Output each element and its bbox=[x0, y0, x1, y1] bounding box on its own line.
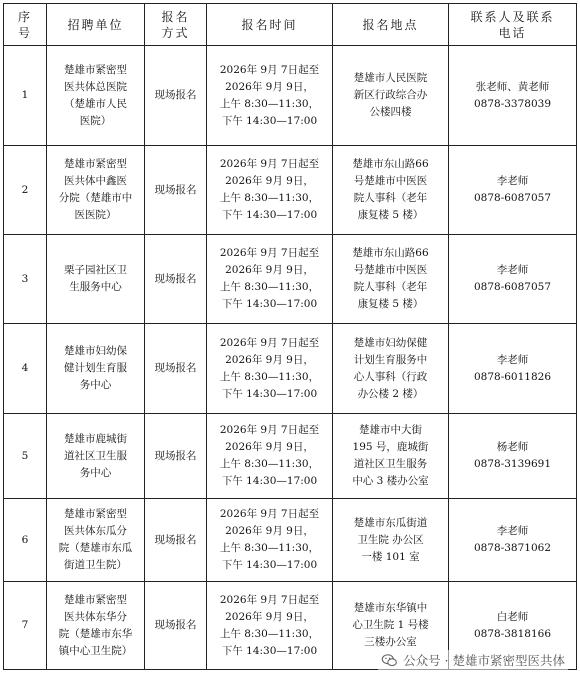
row-no: 4 bbox=[4, 324, 47, 414]
row-no: 3 bbox=[4, 235, 47, 324]
row-contact: 张老师、黄老师 0878-3378039 bbox=[449, 46, 577, 146]
row-no: 7 bbox=[4, 582, 47, 670]
row-place: 楚雄市人民医院 新区行政综合办 公楼四楼 bbox=[333, 46, 449, 146]
row-place: 楚雄市东山路66 号楚雄市中医医 院人事科（老年 康复楼 5 楼） bbox=[333, 235, 449, 324]
header-unit: 招聘单位 bbox=[47, 4, 145, 46]
row-contact: 白老师 0878-3818166 bbox=[449, 582, 577, 670]
header-contact: 联系人及联系 电话 bbox=[449, 4, 577, 46]
row-contact: 李老师 0878-6011826 bbox=[449, 324, 577, 414]
row-method: 现场报名 bbox=[145, 235, 207, 324]
row-place: 楚雄市中大街 195 号，鹿城街 道社区卫生服务 中心 3 楼办公室 bbox=[333, 414, 449, 499]
header-place: 报名地点 bbox=[333, 4, 449, 46]
row-method: 现场报名 bbox=[145, 499, 207, 582]
wechat-icon bbox=[381, 652, 398, 669]
row-unit: 楚雄市紧密型 医共体中鑫医 分院（楚雄市中 医医院） bbox=[47, 146, 145, 235]
row-method: 现场报名 bbox=[145, 414, 207, 499]
row-contact: 杨老师 0878-3139691 bbox=[449, 414, 577, 499]
row-method: 现场报名 bbox=[145, 46, 207, 146]
row-place: 楚雄市妇幼保健 计划生育服务中 心人事科（行政 办公楼 2 楼） bbox=[333, 324, 449, 414]
row-place: 楚雄市东华镇中 心卫生院 1 号楼 三楼办公室 bbox=[333, 582, 449, 670]
row-method: 现场报名 bbox=[145, 324, 207, 414]
row-time: 2026年 9月 7日起至 2026年 9月 9日， 上午 8:30—11:30， 下午 14:30—17:00 bbox=[207, 146, 333, 235]
row-unit: 楚雄市紧密型 医共体总医院 （楚雄市人民 医院） bbox=[47, 46, 145, 146]
row-place: 楚雄市东山路66 号楚雄市中医医 院人事科（老年 康复楼 5 楼） bbox=[333, 146, 449, 235]
watermark-text: 公众号 · 楚雄市紧密型医共体 bbox=[403, 653, 565, 668]
row-time: 2026年 9月 7日起至 2026年 9月 9日， 上午 8:30—11:30， 下午 14:30—17:00 bbox=[207, 499, 333, 582]
table-row bbox=[4, 324, 577, 414]
header-time: 报名时间 bbox=[207, 4, 333, 46]
row-time: 2026年 9月 7日起至 2026年 9月 9日， 上午 8:30—11:30， 下午 14:30—17:00 bbox=[207, 46, 333, 146]
row-unit: 楚雄市妇幼保 健计划生育服 务中心 bbox=[47, 324, 145, 414]
row-time: 2026年 9月 7日起至 2026年 9月 9日， 上午 8:30—11:30， 下午 14:30—17:00 bbox=[207, 582, 333, 670]
header-row bbox=[4, 4, 577, 46]
row-contact: 李老师 0878-6087057 bbox=[449, 146, 577, 235]
table-row bbox=[4, 235, 577, 324]
row-unit: 楚雄市紧密型 医共体东华分 院（楚雄市东华 镇中心卫生院） bbox=[47, 582, 145, 670]
registration-table bbox=[3, 3, 577, 670]
row-time: 2026年 9月 7日起至 2026年 9月 9日， 上午 8:30—11:30， 下午 14:30—17:00 bbox=[207, 324, 333, 414]
row-unit: 栗子园社区卫 生服务中心 bbox=[47, 235, 145, 324]
row-contact: 李老师 0878-3871062 bbox=[449, 499, 577, 582]
row-unit: 楚雄市紧密型 医共体东瓜分 院（楚雄市东瓜 街道卫生院） bbox=[47, 499, 145, 582]
row-method: 现场报名 bbox=[145, 582, 207, 670]
table-row bbox=[4, 46, 577, 146]
row-no: 1 bbox=[4, 46, 47, 146]
table-row bbox=[4, 414, 577, 499]
watermark bbox=[378, 650, 568, 670]
row-method: 现场报名 bbox=[145, 146, 207, 235]
table-row bbox=[4, 499, 577, 582]
row-time: 2026年 9月 7日起至 2026年 9月 9日， 上午 8:30—11:30， 下午 14:30—17:00 bbox=[207, 235, 333, 324]
header-method: 报名 方式 bbox=[145, 4, 207, 46]
row-no: 2 bbox=[4, 146, 47, 235]
row-time: 2026年 9月 7日起至 2026年 9月 9日， 上午 8:30—11:30， 下午 14:30—17:00 bbox=[207, 414, 333, 499]
table-row bbox=[4, 146, 577, 235]
row-no: 6 bbox=[4, 499, 47, 582]
header-no: 序 号 bbox=[4, 4, 47, 46]
row-contact: 李老师 0878-6087057 bbox=[449, 235, 577, 324]
row-place: 楚雄市东瓜街道 卫生院 办公区 一楼 101 室 bbox=[333, 499, 449, 582]
row-unit: 楚雄市鹿城街 道社区卫生服 务中心 bbox=[47, 414, 145, 499]
row-no: 5 bbox=[4, 414, 47, 499]
